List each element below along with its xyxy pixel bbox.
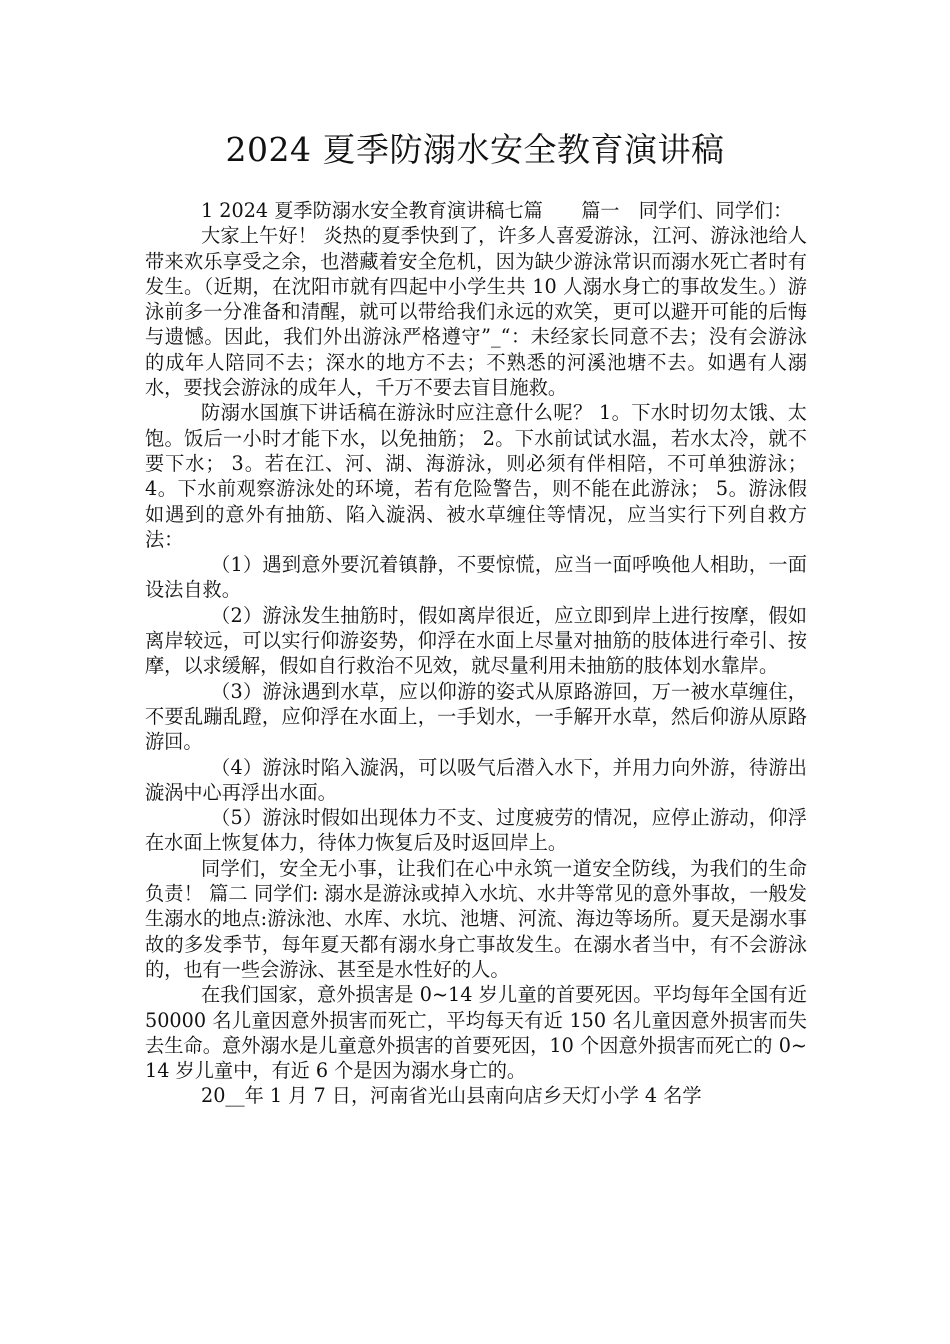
- document-title: 2024 夏季防溺水安全教育演讲稿: [225, 130, 725, 169]
- paragraph-incident: 20__年 1 月 7 日，河南省光山县南向店乡天灯小学 4 名学: [201, 1084, 702, 1108]
- paragraph-intro: 1 2024 夏季防溺水安全教育演讲稿七篇 篇一 同学们、同学们：: [201, 199, 793, 222]
- paragraph-self-rescue-3: （3）游泳遇到水草，应以仰游的姿式从原路游回，万一被水草缠住，不要乱蹦乱蹬，应仰浮在水面上，一手划水，一手解开水草，然后仰游从原路游回。: [145, 679, 807, 754]
- paragraph-greeting: 大家上午好！ 炎热的夏季快到了，许多人喜爱游泳，江河、游泳池给人带来欢乐享受之余，也潜藏着安全危机，因为缺少游泳常识而溺水死亡者时有发生。（近期，在沈阳市就有四起中小学生共 10 人溺水身亡的事故发生。）游泳前多一分准备和清醒，就可以带给我们永远的欢笑，更可以避开可能的后悔与遗憾。因此，我们外出游泳严格遵守”_“：未经家长同意不去；没有会游泳的成年人陪同不去；深水的地方不去；不熟悉的河溪池塘不去。如遇有人溺水，要找会游泳的成年人，千万不要去盲目施救。: [145, 224, 807, 400]
- document-body: [145, 198, 807, 1109]
- paragraph-statistics: 在我们国家，意外损害是 0~14 岁儿童的首要死因。平均每年全国有近 50000 名儿童因意外损害而死亡，平均每天有近 150 名儿童因意外损害而失去生命。意外溺水是儿童意外损害的首要死因，10 个因意外损害而死亡的 0~14 岁儿童中，有近 6 个是因为溺水身亡的。: [145, 983, 807, 1083]
- paragraph-self-rescue-1: （1）遇到意外要沉着镇静，不要惊慌，应当一面呼唤他人相助，一面设法自救。: [145, 553, 807, 602]
- paragraph-part-two: 同学们，安全无小事，让我们在心中永筑一道安全防线，为我们的生命负责！ 篇二 同学们: 溺水是游泳或掉入水坑、水井等常见的意外事故，一般发生溺水的地点:游泳池、水库、水坑、池塘、河流、海边等场所。夏天是溺水事故的多发季节，每年夏天都有溺水身亡事故发生。在溺水者当中，有不会游泳的，也有一些会游泳、甚至是水性好的人。: [145, 856, 807, 981]
- paragraph-self-rescue-4: （4）游泳时陷入漩涡，可以吸气后潜入水下，并用力向外游，待游出漩涡中心再浮出水面。: [145, 755, 807, 804]
- paragraph-self-rescue-2: （2）游泳发生抽筋时，假如离岸很近，应立即到岸上进行按摩，假如离岸较远，可以实行仰游姿势，仰浮在水面上尽量对抽筋的肢体进行牵引、按摩，以求缓解，假如自行救治不见效，就尽量利用未抽筋的肢体划水靠岸。: [145, 603, 807, 678]
- paragraph-self-rescue-5: （5）游泳时假如出现体力不支、过度疲劳的情况，应停止游动，仰浮在水面上恢复体力，待体力恢复后及时返回岸上。: [145, 806, 807, 855]
- paragraph-tips: 防溺水国旗下讲话稿在游泳时应注意什么呢？ 1。下水时切勿太饿、太饱。饭后一小时才能下水，以免抽筋； 2。下水前试试水温，若水太冷，就不要下水； 3。若在江、河、湖、海游泳，则必须有伴相陪，不可单独游泳； 4。下水前观察游泳处的环境，若有危险警告，则不能在此游泳； 5。游泳假如遇到的意外有抽筋、陷入漩涡、被水草缠住等情况，应当实行下列自救方法：: [145, 401, 807, 551]
